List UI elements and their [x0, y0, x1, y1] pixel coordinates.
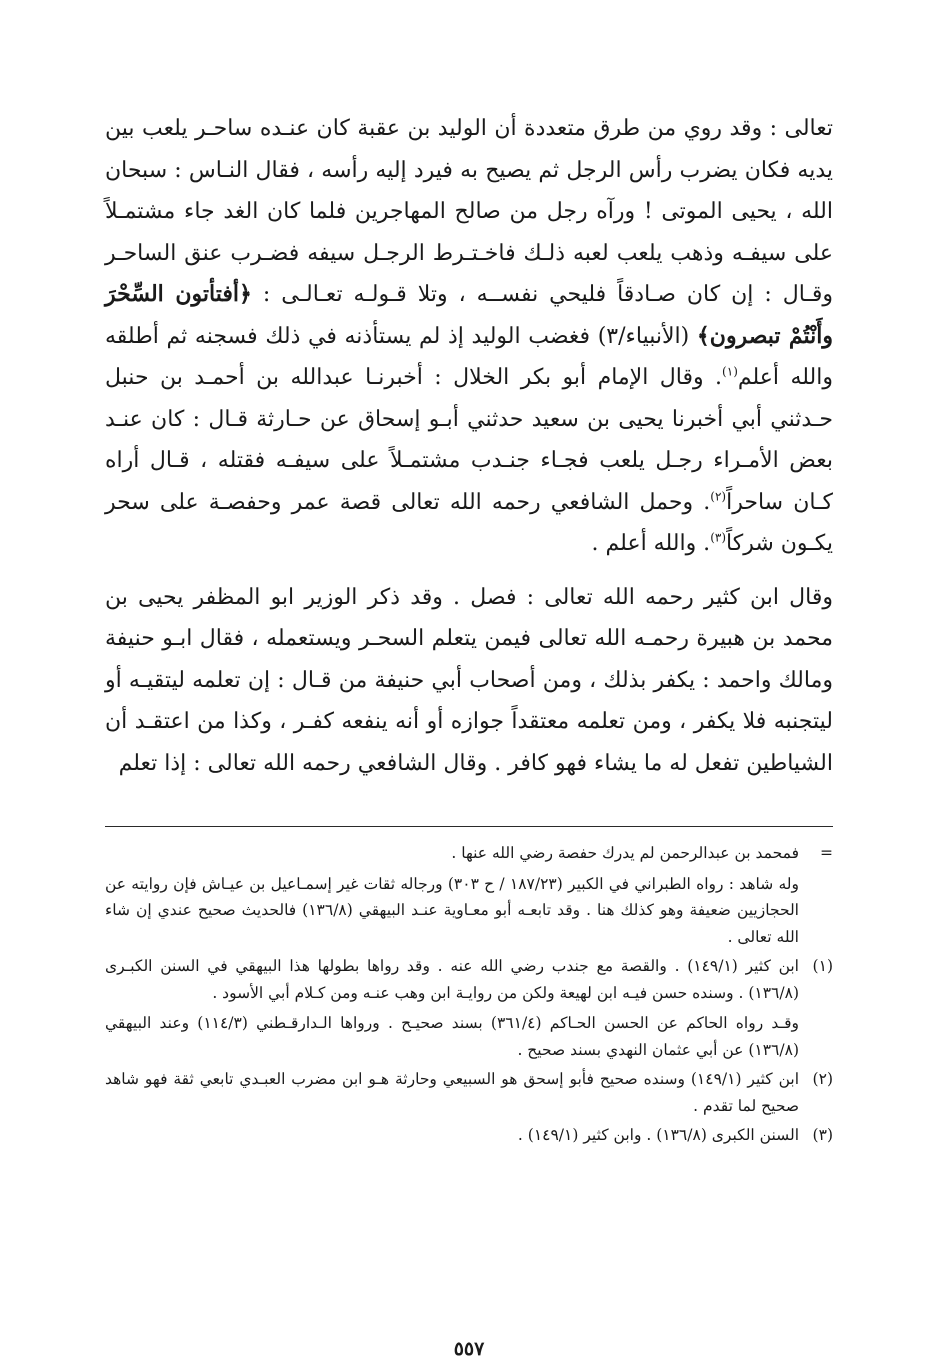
footnotes-section: [105, 840, 833, 1152]
footnote-2: [105, 1066, 833, 1119]
paragraph-1-part-e: . والله أعلم .: [591, 531, 711, 556]
page-number: ٥٥٧: [453, 1338, 485, 1360]
footnote-ref-3[interactable]: (٣): [710, 530, 727, 545]
paragraph-1-part-b: (الأنبياء/٣) فغضب الوليد إذ لم يستأذنه في ذلك فسجنه ثم أطلقه والله أعلم: [105, 323, 833, 390]
footnote-3-number: (٣): [812, 1126, 833, 1144]
footnote-continuation-text-1: فمحمد بن عبدالرحمن لم يدرك حفصة رضي الله عنها .: [451, 844, 799, 862]
book-page: [105, 108, 834, 1360]
footnote-continuation-body: [105, 840, 799, 950]
footnote-1-text-2: وقـد رواه الحاكم عن الحسن الحـاكم (٣٦١/٤) بسند صحيـح . ورواها الـدارقـطني (١١٤/٣) وعند البيهقي (١٣٦/٨) عن أبي عثمان النهدي بسند صحيح .: [105, 1014, 799, 1059]
footnote-continuation: [105, 840, 833, 950]
footnote-2-text: ابن كثير (١٤٩/١) وسنده صحيح فأبو إسحق هو السبيعي وحارثة هـو ابن مضرب العبـدي تابعي ثقة فهو شاهد صحيح لما تقدم .: [105, 1070, 799, 1115]
quran-verse: ﴿أفتأتون السِّحْرَ وأَنْتُمْ تبصرون﴾: [105, 281, 833, 349]
paragraph-1-part-a: تعالى : وقد روي من طرق متعددة أن الوليد بن عقبة كان عنـده ساحـر يلعب بين يديه فكان يضرب رأس الرجل ثم يصيح به فيرد إليه رأسه ، فقال النـاس : سبحان الله ، يحيى الموتى ! ورآه رجل من صالح المهاجرين فلما كان الغد جاء مشتمـلاً على سيفـه وذهب يلعب لعبه ذلـك فاخـتـرط الرجـل سيفه فضـرب عنق الساحـر وقـال : إن كان صـادقاً فليحي نفســه ، وتلا قـولـه تعـالـى :: [105, 116, 833, 307]
footnote-2-number: (٢): [812, 1070, 833, 1088]
paragraph-1-part-c: . وقال الإمام أبو بكر الخلال : أخبرنـا عبدالله بن أحمـد بن حنبل حـدثني أبي أخبرنا يحيى بن سعيد حدثني أبـو إسحاق عن حـارثة قـال : كان عنـد بعض الأمـراء رجـل يلعب فجـاء جنـدب مشتمـلاً على سيفـه فقتله ، قـال أراه كـان ساحراً: [105, 365, 834, 515]
footnote-1-number: (١): [812, 957, 833, 975]
paragraph-1-part-d: . وحمل الشافعي رحمه الله تعالى قصة عمر وحفصـة على سحر يكـون شركاً: [105, 489, 833, 556]
footnote-1-body: [105, 953, 799, 1063]
footnote-1-text-1: ابن كثير (١٤٩/١) . والقصة مع جندب رضي الله عنه . وقد رواها بطولها هذا البيهقي في السنن الكبـرى (١٣٦/٨) . وسنده حسن فيـه ابن لهيعة ولكن من روايـة ابن وهب عنـه ومن كـلام أبي الأسود .: [105, 957, 799, 1002]
footnote-separator: [105, 826, 833, 827]
continuation-marker: =: [820, 844, 833, 862]
footnote-2-body: [105, 1066, 799, 1119]
footnote-3-body: [105, 1122, 799, 1149]
footnote-3-text: السنن الكبرى (١٣٦/٨) . وابن كثير (١٤٩/١) .: [517, 1126, 799, 1144]
footnote-3: [105, 1122, 833, 1149]
paragraph-2: وقال ابن كثير رحمه الله تعالى : فصل . وقد ذكر الوزير ابو المظفر يحيى بن محمد بن هبيرة رحمـه الله تعالى فيمن يتعلم السحـر ويستعمله ، فقال ابـو حنيفة ومالك واحمد : يكفر بذلك ، ومن أصحاب أبي حنيفة من قـال : إن تعلمه ليتقيـه أو ليتجنبه فلا يكفر ، ومن تعلمه معتقداً جوازه أو أنه ينفعه كفـر ، وكذا من اعتقـد أن الشياطين تفعل له ما يشاء فهو كافر . وقال الشافعي رحمه الله تعالى : إذا تعلم: [105, 584, 833, 776]
footnote-ref-1[interactable]: (١): [722, 364, 738, 379]
footnote-continuation-text-2: وله شاهد : رواه الطبراني في الكبير (١٨٧/٢٣ / ح ٣٠٣) ورجاله ثقات غير إسمـاعيل بن عيـاش فإن روايته عن الحجازيين ضعيفة وهو كذلك هنا . وقد تابعـه أبو معـاوية عنـد البيهقي (١٣٦/٨) فالحديث صحيح عندي إن شاء الله تعالى .: [105, 874, 799, 946]
footnote-1: [105, 953, 833, 1063]
main-text: [105, 108, 833, 784]
paragraph-1: [105, 108, 833, 565]
footnote-ref-2[interactable]: (٢): [710, 489, 727, 504]
